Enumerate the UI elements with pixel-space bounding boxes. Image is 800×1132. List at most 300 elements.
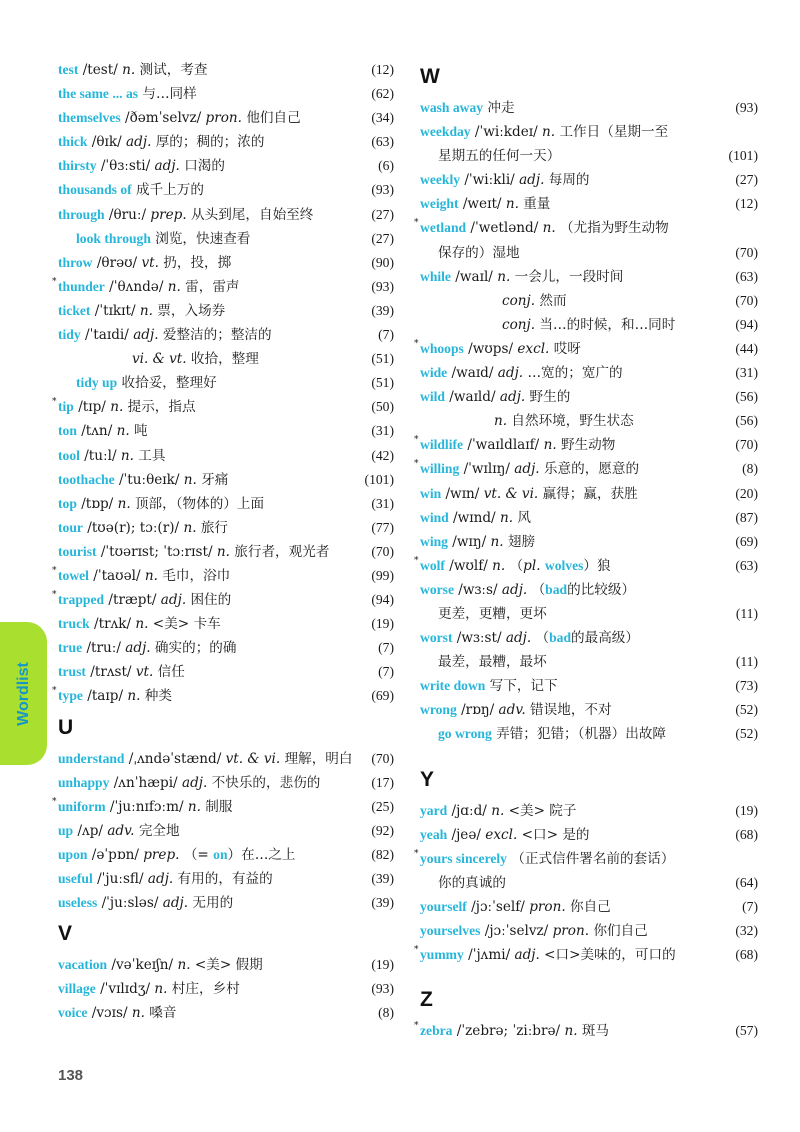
entry-definition: /ˈjʌmi/ bbox=[463, 947, 515, 964]
entry-definition: /ˈjuːsləs/ bbox=[97, 895, 163, 912]
headword: yard bbox=[420, 802, 448, 818]
wordlist-entry bbox=[420, 313, 758, 337]
entry-page-ref: (11) bbox=[735, 605, 758, 621]
wordlist-entry bbox=[58, 299, 394, 323]
entry-page-ref: (73) bbox=[735, 678, 758, 694]
entry-page-ref: (12) bbox=[371, 62, 394, 77]
headword: thunder bbox=[58, 278, 105, 294]
headword: willing bbox=[420, 461, 460, 477]
headword: the same ... as bbox=[58, 86, 139, 102]
entry-text bbox=[420, 265, 623, 289]
asterisk-icon: * bbox=[52, 590, 57, 601]
wordlist-entry bbox=[58, 660, 394, 684]
entry-text bbox=[420, 216, 669, 240]
section-letter: Z bbox=[420, 988, 433, 1012]
entry-text bbox=[58, 323, 272, 347]
wordlist-entry bbox=[58, 82, 394, 106]
wordlist-entry bbox=[58, 419, 394, 443]
wordlist-entry bbox=[420, 409, 758, 433]
entry-page-ref: (39) bbox=[371, 895, 394, 911]
entry-text bbox=[58, 588, 231, 612]
entry-page-ref: (51) bbox=[371, 351, 394, 367]
entry-text bbox=[420, 506, 531, 530]
entry-definition: /əˈpɒn/ bbox=[87, 846, 144, 863]
entry-page-ref: (68) bbox=[735, 826, 758, 842]
headword: trust bbox=[58, 664, 86, 680]
entry-text bbox=[58, 444, 165, 468]
entry-text bbox=[420, 554, 611, 578]
entry-text bbox=[58, 867, 273, 891]
entry-page-ref: (93) bbox=[371, 182, 394, 198]
entry-text bbox=[58, 891, 233, 915]
entry-text bbox=[58, 251, 231, 275]
part-of-speech: n. bbox=[183, 471, 197, 488]
entry-definition: 收拾，整理 bbox=[186, 351, 259, 368]
entry-definition: <美> 院子 bbox=[504, 802, 577, 819]
entry-definition: /waɪld/ bbox=[444, 389, 500, 406]
entry-page-ref: (70) bbox=[371, 543, 394, 559]
wordlist-entry bbox=[420, 144, 758, 168]
entry-page-ref: (68) bbox=[735, 947, 758, 963]
headword: wing bbox=[420, 533, 448, 549]
entry-definition: 写下，记下 bbox=[485, 678, 558, 695]
entry-definition: /vəˈkeɪʃn/ bbox=[107, 957, 178, 974]
entry-definition: /taɪp/ bbox=[82, 688, 128, 705]
headword: true bbox=[58, 640, 83, 656]
entry-text bbox=[420, 626, 639, 650]
part-of-speech: n. bbox=[122, 62, 136, 78]
keyword: bad bbox=[545, 581, 568, 597]
wordlist-entry bbox=[420, 698, 758, 722]
headword: worse bbox=[420, 581, 454, 597]
entry-text bbox=[58, 564, 230, 588]
asterisk-icon: * bbox=[414, 1021, 419, 1032]
wordlist-entry bbox=[420, 626, 758, 650]
entry-page-ref: (93) bbox=[371, 278, 394, 294]
entry-definition: 不快乐的，悲伤的 bbox=[207, 774, 321, 791]
entry-text bbox=[58, 540, 329, 564]
part-of-speech: adj. bbox=[181, 774, 208, 791]
headword: weekly bbox=[420, 172, 461, 188]
entry-page-ref: (70) bbox=[735, 292, 758, 308]
wordlist-entry bbox=[58, 58, 394, 82]
headword: upon bbox=[58, 846, 88, 862]
part-of-speech: n. bbox=[135, 616, 149, 633]
entry-definition: 票，入场券 bbox=[152, 302, 226, 319]
entry-text bbox=[420, 482, 638, 506]
headword: yours sincerely bbox=[420, 850, 507, 866]
entry-definition: ）在…之上 bbox=[227, 846, 296, 863]
entry-page-ref: (87) bbox=[735, 509, 758, 525]
entry-text bbox=[58, 843, 295, 867]
entry-definition: 斑马 bbox=[577, 1023, 610, 1040]
entry-page-ref: (7) bbox=[378, 664, 394, 680]
entry-definition: 弄错；犯错；（机器）出故障 bbox=[491, 726, 667, 743]
entry-definition: /ðəmˈselvz/ bbox=[120, 110, 206, 127]
headword: through bbox=[58, 206, 105, 222]
wordlist-entry bbox=[58, 747, 394, 771]
wordlist-entry bbox=[58, 444, 394, 468]
entry-definition: 与…同样 bbox=[138, 86, 197, 103]
entry-text bbox=[58, 953, 263, 977]
headword: worst bbox=[420, 630, 453, 646]
wordlist-entry bbox=[420, 96, 758, 120]
part-of-speech: vi. & vt. bbox=[132, 351, 187, 368]
entry-definition: 顶部，（物体的）上面 bbox=[130, 495, 265, 512]
entry-definition: 提示，指点 bbox=[123, 399, 196, 416]
headword: whoops bbox=[420, 340, 464, 356]
entry-definition: 毛巾，浴巾 bbox=[157, 567, 231, 584]
entry-text bbox=[58, 130, 264, 154]
entry-definition: 困住的 bbox=[186, 592, 232, 609]
entry-definition: /trʌst/ bbox=[85, 664, 136, 681]
wordlist-entry bbox=[58, 347, 394, 371]
entry-definition: 有用的，有益的 bbox=[173, 871, 273, 887]
page-number: 138 bbox=[58, 1067, 84, 1084]
entry-page-ref: (52) bbox=[735, 702, 758, 718]
asterisk-icon: * bbox=[52, 686, 57, 697]
entry-page-ref: (63) bbox=[735, 557, 758, 573]
part-of-speech: pl. bbox=[523, 557, 541, 574]
entry-text bbox=[420, 337, 581, 361]
entry-definition: 星期五的任何一天） bbox=[438, 148, 561, 165]
wordlist-entry bbox=[58, 371, 394, 395]
entry-definition: 扔，投，掷 bbox=[158, 254, 232, 271]
entry-definition: 的比较级） bbox=[567, 581, 636, 598]
part-of-speech: adj. bbox=[162, 895, 189, 912]
entry-text bbox=[420, 799, 577, 823]
part-of-speech: vt. bbox=[141, 254, 159, 271]
wordlist-entry bbox=[414, 433, 758, 457]
entry-page-ref: (25) bbox=[371, 798, 394, 814]
entry-text bbox=[420, 722, 666, 746]
wordlist-entry bbox=[58, 891, 394, 915]
entry-text bbox=[58, 977, 240, 1001]
headword: wolf bbox=[420, 557, 445, 573]
entry-page-ref: (57) bbox=[735, 1023, 758, 1039]
part-of-speech: vt. & vi. bbox=[225, 750, 281, 767]
asterisk-icon: * bbox=[414, 848, 419, 859]
entry-text bbox=[420, 192, 550, 216]
asterisk-icon: * bbox=[52, 397, 57, 408]
entry-definition: /tuːl/ bbox=[79, 447, 121, 464]
entry-text bbox=[420, 847, 674, 871]
wordlist-entry bbox=[420, 871, 758, 895]
wordlist-entry bbox=[420, 506, 758, 530]
entry-page-ref: (6) bbox=[378, 158, 394, 174]
headword: trapped bbox=[58, 592, 105, 608]
headword: thirsty bbox=[58, 158, 97, 174]
wordlist-entry bbox=[414, 554, 758, 578]
wordlist-entry bbox=[58, 771, 394, 795]
entry-definition: （ bbox=[527, 581, 546, 598]
asterisk-icon: * bbox=[414, 435, 419, 446]
entry-definition: （= bbox=[179, 846, 214, 863]
headword: unhappy bbox=[58, 774, 110, 790]
entry-definition: <口> 是的 bbox=[517, 826, 590, 843]
headword: weekday bbox=[420, 124, 471, 140]
headword: throw bbox=[58, 254, 93, 270]
headword: village bbox=[58, 981, 96, 997]
entry-text bbox=[58, 395, 196, 419]
entry-text bbox=[420, 385, 570, 409]
entry-text bbox=[58, 106, 301, 130]
entry-definition: /ˈvɪlɪdʒ/ bbox=[95, 981, 155, 998]
part-of-speech: adj. bbox=[160, 592, 187, 609]
wordlist-left-column bbox=[52, 58, 394, 1025]
entry-page-ref: (99) bbox=[371, 567, 394, 583]
entry-text bbox=[420, 1019, 609, 1043]
entry-text bbox=[58, 82, 197, 106]
entry-page-ref: (12) bbox=[735, 196, 758, 212]
entry-definition: /jɔːˈself/ bbox=[466, 898, 530, 915]
asterisk-icon: * bbox=[414, 555, 419, 566]
wordlist-entry bbox=[420, 192, 758, 216]
entry-definition: /wɪŋ/ bbox=[447, 533, 491, 550]
entry-definition: 确实的；的确 bbox=[150, 640, 237, 657]
entry-text bbox=[58, 299, 225, 323]
wordlist-entry bbox=[58, 227, 394, 251]
entry-definition: /vɔɪs/ bbox=[87, 1005, 132, 1022]
entry-text bbox=[420, 144, 560, 168]
headword: yeah bbox=[420, 826, 448, 842]
entry-definition: 嗓音 bbox=[144, 1005, 177, 1022]
entry-definition: 一会儿，一段时间 bbox=[510, 268, 624, 285]
part-of-speech: n. bbox=[120, 447, 134, 464]
wordlist-entry bbox=[420, 895, 758, 919]
entry-page-ref: (101) bbox=[364, 471, 394, 487]
entry-definition: /θɪk/ bbox=[87, 134, 127, 151]
section-letter: U bbox=[58, 715, 74, 739]
part-of-speech: n. bbox=[144, 567, 158, 584]
entry-page-ref: (27) bbox=[371, 230, 394, 246]
entry-definition: 你的真诚的 bbox=[438, 874, 506, 891]
entry-definition: 厚的；稠的；浓的 bbox=[151, 134, 265, 151]
entry-page-ref: (93) bbox=[371, 981, 394, 997]
entry-definition: 无用的 bbox=[188, 895, 234, 912]
entry-page-ref: (82) bbox=[371, 846, 394, 862]
wordlist-entry bbox=[420, 722, 758, 746]
part-of-speech: adj. bbox=[501, 581, 528, 598]
wordlist-entry bbox=[58, 1001, 394, 1025]
part-of-speech: pron. bbox=[529, 898, 566, 915]
headword: themselves bbox=[58, 110, 121, 126]
entry-definition: 的最高级） bbox=[571, 630, 639, 647]
part-of-speech: n. bbox=[490, 533, 504, 550]
entry-definition: /tʌn/ bbox=[76, 423, 117, 440]
headword: look through bbox=[76, 230, 151, 246]
headword: wash away bbox=[420, 100, 484, 115]
entry-definition: /wʊps/ bbox=[463, 340, 518, 357]
side-tab-label: Wordlist bbox=[14, 661, 32, 726]
entry-page-ref: (50) bbox=[371, 399, 394, 415]
entry-definition: 哎呀 bbox=[549, 340, 581, 357]
part-of-speech: n. bbox=[110, 399, 124, 416]
entry-definition: 乐意的，愿意的 bbox=[539, 461, 640, 478]
entry-definition: ）狼 bbox=[583, 557, 611, 574]
entry-text bbox=[58, 347, 259, 371]
part-of-speech: n. bbox=[154, 981, 168, 998]
entry-definition: /ˌʌndəˈstænd/ bbox=[124, 750, 226, 767]
entry-definition: /ˈjuːsfl/ bbox=[92, 871, 148, 887]
headword: wild bbox=[420, 389, 445, 405]
entry-page-ref: (70) bbox=[735, 437, 758, 453]
headword: test bbox=[58, 62, 79, 77]
wordlist-entry bbox=[420, 361, 758, 385]
entry-page-ref: (42) bbox=[371, 447, 394, 463]
headword: tip bbox=[58, 399, 74, 415]
wordlist-entry bbox=[420, 650, 758, 674]
part-of-speech: n. bbox=[139, 302, 153, 319]
entry-text bbox=[58, 612, 221, 636]
entry-definition: 收拾妥，整理好 bbox=[117, 375, 217, 392]
wordlist-entry bbox=[58, 516, 394, 540]
wordlist-entry bbox=[58, 178, 394, 202]
entry-definition: /trʌk/ bbox=[89, 616, 136, 633]
entry-definition: 浏览，快速查看 bbox=[150, 230, 251, 247]
entry-text bbox=[58, 684, 172, 708]
part-of-speech: n. bbox=[491, 802, 505, 819]
entry-definition: 村庄，乡村 bbox=[167, 981, 240, 998]
part-of-speech: adj. bbox=[519, 172, 545, 189]
part-of-speech: vt. bbox=[135, 664, 154, 681]
part-of-speech: n. bbox=[216, 543, 230, 560]
part-of-speech: adj. bbox=[499, 389, 526, 406]
entry-text bbox=[420, 823, 590, 847]
entry-definition: 风 bbox=[513, 509, 531, 526]
entry-definition: /tʊə(r); tɔː(r)/ bbox=[82, 519, 184, 536]
entry-text bbox=[58, 819, 180, 843]
entry-definition: /wɪn/ bbox=[441, 485, 484, 502]
entry-definition: 自然环境，野生状态 bbox=[507, 413, 634, 430]
headword: wildlife bbox=[420, 437, 464, 453]
entry-definition: /ˈwiːkli/ bbox=[460, 172, 520, 189]
entry-definition: /ˈtuːθeɪk/ bbox=[114, 471, 184, 488]
entry-page-ref: (31) bbox=[735, 365, 758, 381]
entry-page-ref: (56) bbox=[735, 389, 758, 405]
wordlist-entry bbox=[58, 612, 394, 636]
headword: tidy bbox=[58, 327, 81, 343]
entry-page-ref: (51) bbox=[371, 375, 394, 391]
entry-definition: /waɪl/ bbox=[450, 268, 498, 285]
headword: voice bbox=[58, 1005, 88, 1021]
entry-definition: /θrəʊ/ bbox=[92, 254, 142, 271]
entry-text bbox=[58, 636, 237, 660]
wordlist-entry bbox=[58, 540, 394, 564]
entry-definition: /wɜːs/ bbox=[453, 581, 502, 598]
headword: ton bbox=[58, 423, 77, 439]
entry-page-ref: (62) bbox=[371, 86, 394, 102]
wordlist-entry bbox=[414, 847, 758, 871]
entry-text bbox=[420, 602, 547, 626]
entry-text bbox=[58, 492, 264, 516]
headword: wetland bbox=[420, 220, 467, 236]
part-of-speech: adv. bbox=[498, 702, 526, 719]
entry-definition: 然而 bbox=[535, 292, 567, 309]
entry-page-ref: (70) bbox=[735, 244, 758, 260]
wordlist-entry bbox=[52, 564, 394, 588]
entry-text bbox=[420, 578, 635, 602]
part-of-speech: pron. bbox=[552, 923, 590, 939]
entry-definition: 保存的）湿地 bbox=[438, 244, 520, 261]
headword: useless bbox=[58, 895, 98, 911]
entry-definition: /rɒŋ/ bbox=[456, 702, 499, 719]
entry-definition: （ bbox=[505, 557, 524, 574]
entry-page-ref: (32) bbox=[735, 923, 758, 938]
wordlist-entry bbox=[58, 468, 394, 492]
entry-definition: 每周的 bbox=[544, 172, 590, 189]
entry-definition: （正式信件署名前的套话） bbox=[506, 850, 675, 867]
entry-page-ref: (39) bbox=[371, 302, 394, 318]
entry-page-ref: (8) bbox=[378, 1005, 394, 1021]
keyword: wolves bbox=[544, 557, 584, 573]
entry-definition: 赢得；赢，获胜 bbox=[538, 485, 638, 502]
entry-definition: /wɜːst/ bbox=[452, 630, 506, 647]
entry-definition: /ˈwiːkdeɪ/ bbox=[470, 124, 543, 141]
section-gap bbox=[420, 967, 758, 981]
headword: while bbox=[420, 268, 451, 284]
part-of-speech: conj. bbox=[502, 292, 536, 309]
wordlist-entry bbox=[58, 492, 394, 516]
entry-page-ref: (20) bbox=[735, 485, 758, 501]
entry-page-ref: (77) bbox=[371, 519, 394, 535]
entry-text bbox=[58, 771, 320, 795]
entry-text bbox=[420, 871, 506, 895]
part-of-speech: n. bbox=[564, 1023, 578, 1040]
entry-page-ref: (63) bbox=[735, 268, 758, 284]
asterisk-icon: * bbox=[414, 338, 419, 349]
entry-definition: 旅行 bbox=[196, 519, 229, 536]
entry-text bbox=[58, 371, 217, 395]
entry-definition: （ bbox=[531, 630, 550, 647]
entry-definition: 口渴的 bbox=[179, 158, 225, 175]
entry-definition: 爱整洁的；整洁的 bbox=[158, 327, 272, 344]
headword: truck bbox=[58, 616, 90, 632]
headword: up bbox=[58, 822, 74, 838]
asterisk-icon: * bbox=[52, 565, 57, 576]
entry-definition: 野生动物 bbox=[556, 437, 616, 454]
entry-definition: <美> 假期 bbox=[190, 957, 263, 974]
entry-page-ref: (70) bbox=[371, 750, 394, 766]
entry-page-ref: (94) bbox=[371, 592, 394, 608]
part-of-speech: n. bbox=[494, 413, 508, 430]
entry-page-ref: (27) bbox=[735, 172, 758, 188]
entry-page-ref: (17) bbox=[371, 774, 394, 790]
entry-page-ref: (31) bbox=[371, 423, 394, 439]
wordlist-entry bbox=[58, 843, 394, 867]
wordlist-entry bbox=[58, 203, 394, 227]
asterisk-icon: * bbox=[414, 459, 419, 470]
entry-definition: （尤指为野生动物 bbox=[555, 220, 669, 237]
wordlist-entry bbox=[420, 578, 758, 602]
keyword: on bbox=[213, 846, 228, 862]
entry-text bbox=[420, 895, 611, 919]
part-of-speech: pron. bbox=[205, 110, 243, 127]
entry-definition: 当…的时候，和…同时 bbox=[535, 316, 676, 333]
part-of-speech: prep. bbox=[143, 846, 180, 863]
entry-definition: /ˈwetlənd/ bbox=[466, 220, 543, 237]
entry-definition: /ˈtɪkɪt/ bbox=[90, 302, 140, 319]
wordlist-entry bbox=[58, 154, 394, 178]
entry-page-ref: (27) bbox=[371, 206, 394, 222]
entry-text bbox=[420, 433, 615, 457]
entry-text bbox=[58, 795, 232, 819]
headword: ticket bbox=[58, 302, 91, 318]
entry-text bbox=[420, 409, 634, 433]
headword: tourist bbox=[58, 543, 97, 559]
asterisk-icon: * bbox=[52, 796, 57, 807]
entry-definition: /wɪnd/ bbox=[448, 509, 500, 526]
